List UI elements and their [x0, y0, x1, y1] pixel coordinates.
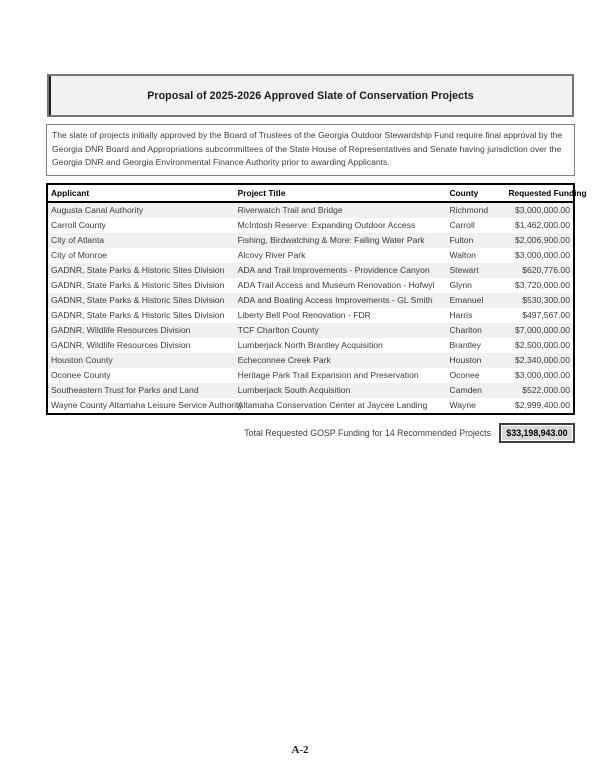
total-label: Total Requested GOSP Funding for 14 Recommended Projects: [244, 427, 491, 438]
table-row: [47, 218, 574, 233]
intro-box: [46, 124, 575, 176]
cell-project-title: ADA and Trail Improvements - Providence Canyon: [237, 265, 430, 276]
cell-project-title: Heritage Park Trail Expansion and Preservation: [237, 370, 419, 381]
cell-county: Richmond: [449, 205, 489, 216]
cell-county: Camden: [449, 385, 482, 396]
cell-requested-funding: $7,000,000.00: [515, 325, 570, 336]
cell-applicant: GADNR, State Parks & Historic Sites Division: [51, 295, 225, 306]
cell-requested-funding: $3,000,000.00: [515, 250, 570, 261]
total-row: [46, 423, 575, 443]
cell-county: Stewart: [449, 265, 479, 276]
table-header-row: [47, 184, 574, 202]
cell-requested-funding: $2,340,000.00: [515, 355, 570, 366]
cell-county: Charlton: [449, 325, 482, 336]
cell-project-title: Altamaha Conservation Center at Jaycee Landing: [237, 400, 428, 411]
column-header-project-title: Project Title: [235, 184, 447, 202]
column-header-applicant: Applicant: [47, 184, 235, 202]
cell-project-title: ADA and Boating Access Improvements - GL Smith: [237, 295, 433, 306]
cell-county: Emanuel: [449, 295, 484, 306]
table-body: [47, 202, 574, 414]
cell-applicant: Southeastern Trust for Parks and Land: [51, 385, 199, 396]
page-number: A-2: [291, 744, 309, 756]
cell-project-title: Lumberjack South Acquisition: [237, 385, 351, 396]
cell-applicant: GADNR, State Parks & Historic Sites Division: [51, 280, 225, 291]
cell-county: Fulton: [449, 235, 474, 246]
table-row: [47, 248, 574, 263]
cell-applicant: Augusta Canal Authority: [51, 205, 144, 216]
cell-project-title: McIntosh Reserve: Expanding Outdoor Access: [237, 220, 416, 231]
cell-requested-funding: $1,462,000.00: [515, 220, 570, 231]
cell-requested-funding: $530,300.00: [522, 295, 570, 306]
table-row: [47, 233, 574, 248]
table-row: [47, 338, 574, 353]
cell-applicant: City of Monroe: [51, 250, 107, 261]
cell-county: Harris: [449, 310, 473, 321]
cell-applicant: GADNR, State Parks & Historic Sites Division: [51, 265, 225, 276]
cell-project-title: Riverwatch Trail and Bridge: [237, 205, 343, 216]
total-amount-box: $33,198,943.00: [499, 423, 575, 443]
cell-applicant: Oconee County: [51, 370, 111, 381]
column-header-county: County: [446, 184, 505, 202]
table-row: [47, 323, 574, 338]
cell-project-title: Fishing, Birdwatching & More: Falling Water Park: [237, 235, 425, 246]
table-row: [47, 398, 574, 414]
cell-requested-funding: $3,000,000.00: [515, 370, 570, 381]
page-title: Proposal of 2025-2026 Approved Slate of Conservation Projects: [147, 89, 474, 102]
cell-county: Brantley: [449, 340, 481, 351]
cell-applicant: GADNR, Wildlife Resources Division: [51, 325, 191, 336]
cell-project-title: TCF Charlton County: [237, 325, 319, 336]
page-content: [46, 74, 587, 443]
cell-project-title: Alcovy River Park: [237, 250, 306, 261]
cell-requested-funding: $497,567.00: [522, 310, 570, 321]
cell-requested-funding: $620,776.00: [522, 265, 570, 276]
cell-county: Glynn: [449, 280, 472, 291]
cell-applicant: Wayne County Altamaha Leisure Service Authority: [51, 400, 243, 411]
cell-county: Oconee: [449, 370, 480, 381]
table-row: [47, 308, 574, 323]
table-row: [47, 368, 574, 383]
title-box: [47, 74, 574, 117]
table-row: [47, 353, 574, 368]
cell-county: Walton: [449, 250, 476, 261]
cell-project-title: Liberty Bell Pool Renovation - FDR: [237, 310, 371, 321]
cell-requested-funding: $3,720,000.00: [515, 280, 570, 291]
cell-requested-funding: $2,006,900.00: [515, 235, 570, 246]
table-row: [47, 263, 574, 278]
cell-county: Houston: [449, 355, 482, 366]
cell-requested-funding: $3,000,000.00: [515, 205, 570, 216]
cell-applicant: City of Atlanta: [51, 235, 105, 246]
cell-requested-funding: $2,999,400.00: [515, 400, 570, 411]
cell-requested-funding: $522,000.00: [522, 385, 570, 396]
cell-project-title: Lumberjack North Brantley Acquisition: [237, 340, 383, 351]
table-row: [47, 278, 574, 293]
table-header: [47, 184, 587, 202]
cell-county: Carroll: [449, 220, 475, 231]
cell-county: Wayne: [449, 400, 476, 411]
cell-project-title: Echeconnee Creek Park: [237, 355, 331, 366]
table-row: [47, 202, 574, 218]
table-row: [47, 293, 574, 308]
intro-paragraph: The slate of projects initially approved by the Board of Trustees of the Georgia Outdoor Stewardship Fund require final approval by the Georgia DNR Board and Appropriations subcommittees of the State House of Representatives and Senate having jurisdiction over the Georgia DNR and Georgia Environmental Finance Authority prior to awarding Applicants.: [52, 130, 563, 168]
table-row: [47, 383, 574, 398]
column-header-requested-funding: Requested Funding: [505, 184, 574, 202]
cell-requested-funding: $2,500,000.00: [515, 340, 570, 351]
cell-project-title: ADA Trail Access and Museum Renovation - Hofwyl: [237, 280, 435, 291]
cell-applicant: GADNR, State Parks & Historic Sites Division: [51, 310, 225, 321]
cell-applicant: Houston County: [51, 355, 113, 366]
cell-applicant: Carroll County: [51, 220, 106, 231]
projects-table: [46, 183, 587, 415]
cell-applicant: GADNR, Wildlife Resources Division: [51, 340, 191, 351]
